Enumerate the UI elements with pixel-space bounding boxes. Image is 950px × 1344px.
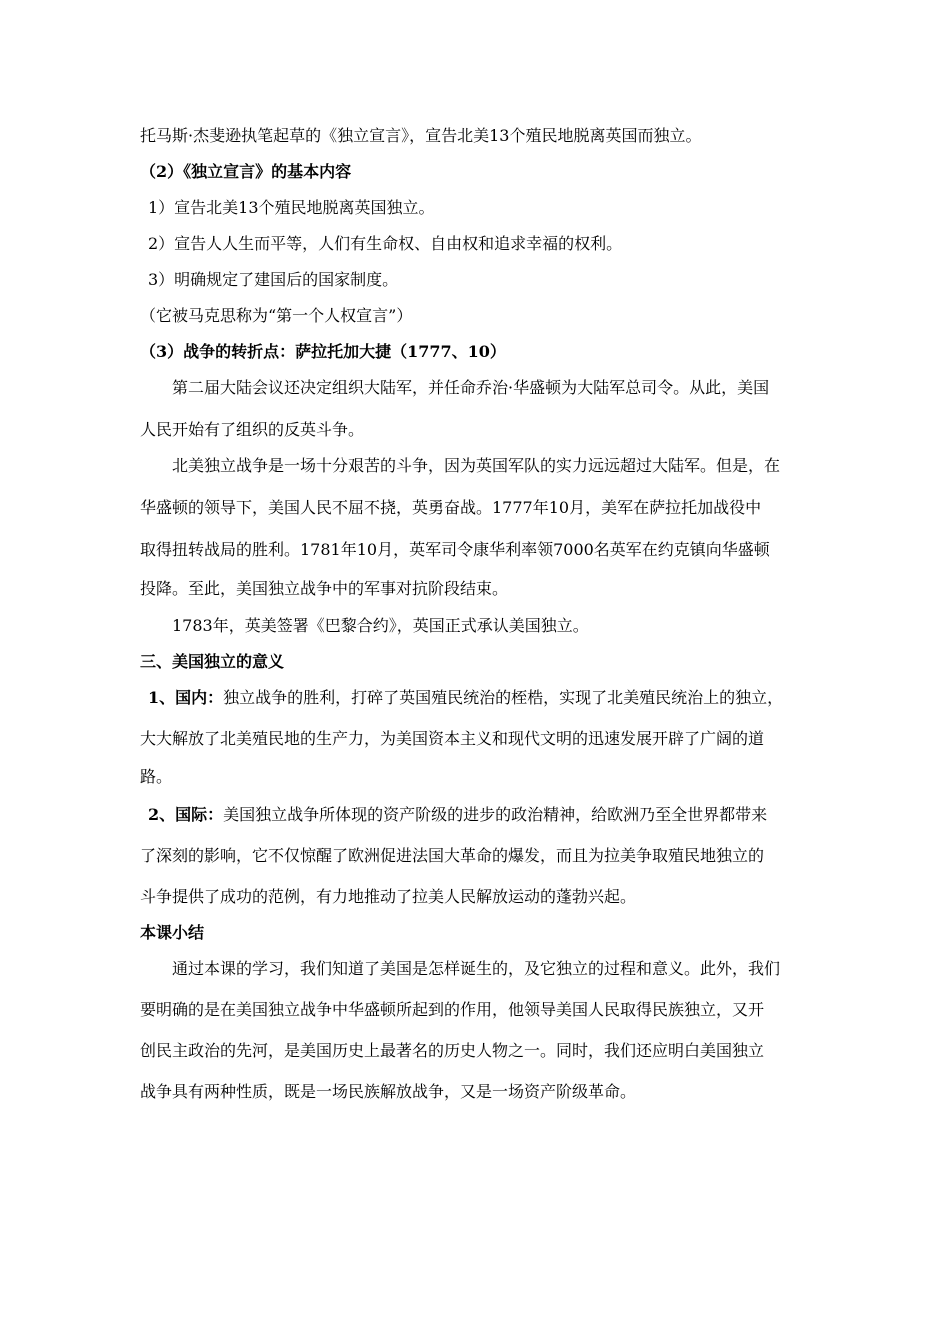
section3-para2-line4: 投降。至此，美国独立战争中的军事对抗阶段结束。 [140,579,509,598]
section3-para3: 1783年，英美签署《巴黎合约》，英国正式承认美国独立。 [172,616,589,635]
intl-text: 美国独立战争所体现的资产阶级的进步的政治精神，给欧洲乃至全世界都带来 [223,805,768,824]
significance-intl-line1 [0,805,950,825]
domestic-label: 1、国内： [148,688,224,707]
section3-para2-line1: 北美独立战争是一场十分艰苦的斗争，因为英国军队的实力远远超过大陆军。但是，在 [172,456,781,475]
section3-para1-line2: 人民开始有了组织的反英斗争。 [140,420,365,439]
section2-heading: （2）《独立宣言》的基本内容 [140,162,352,181]
intro-line: 托马斯·杰斐逊执笔起草的《独立宣言》，宣告北美13个殖民地脱离英国而独立。 [140,126,702,145]
section2-note: （它被马克思称为“第一个人权宣言”） [140,306,413,325]
section3-heading: （3）战争的转折点：萨拉托加大捷（1777、10） [140,342,506,361]
summary-line2: 要明确的是在美国独立战争中华盛顿所起到的作用，他领导美国人民取得民族独立，又开 [140,1000,765,1019]
section2-item-2: 2）宣告人人生而平等，人们有生命权、自由权和追求幸福的权利。 [148,234,623,253]
section2-item-3: 3）明确规定了建国后的国家制度。 [148,270,399,289]
section3-para1-line1: 第二届大陆会议还决定组织大陆军，并任命乔治·华盛顿为大陆军总司令。从此，美国 [172,378,770,397]
summary-line3: 创民主政治的先河，是美国历史上最著名的历史人物之一。同时，我们还应明白美国独立 [140,1041,765,1060]
significance-domestic-line1 [0,688,950,708]
summary-line1: 通过本课的学习，我们知道了美国是怎样诞生的，及它独立的过程和意义。此外，我们 [172,959,781,978]
intl-label: 2、国际： [148,805,224,824]
significance-heading: 三、美国独立的意义 [140,652,285,671]
summary-line4: 战争具有两种性质，既是一场民族解放战争，又是一场资产阶级革命。 [140,1082,637,1101]
significance-domestic-line3: 路。 [140,767,173,786]
section3-para2-line2: 华盛顿的领导下，美国人民不屈不挠，英勇奋战。1777年10月，美军在萨拉托加战役中 [140,498,762,517]
significance-intl-line3: 斗争提供了成功的范例，有力地推动了拉美人民解放运动的蓬勃兴起。 [140,887,637,906]
section2-item-1: 1）宣告北美13个殖民地脱离英国独立。 [148,198,435,217]
summary-heading: 本课小结 [140,923,205,942]
section3-para2-line3: 取得扭转战局的胜利。1781年10月，英军司令康华利率领7000名英军在约克镇向华盛顿 [140,540,770,559]
significance-intl-line2: 了深刻的影响，它不仅惊醒了欧洲促进法国大革命的爆发，而且为拉美争取殖民地独立的 [140,846,765,865]
domestic-text: 独立战争的胜利，打碎了英国殖民统治的桎梏，实现了北美殖民统治上的独立， [223,688,784,707]
significance-domestic-line2: 大大解放了北美殖民地的生产力，为美国资本主义和现代文明的迅速发展开辟了广阔的道 [140,729,765,748]
